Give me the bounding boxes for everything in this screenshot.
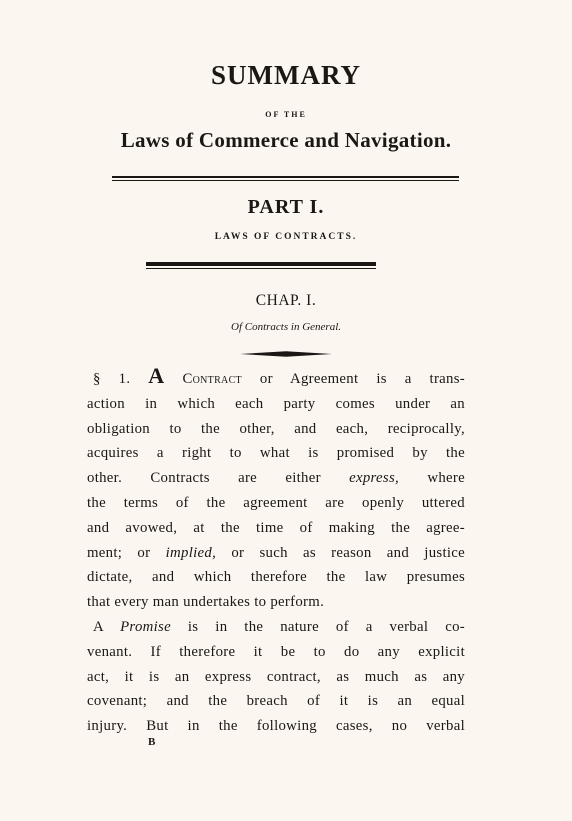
part-title: PART I. <box>247 196 325 218</box>
line-text: ment; or <box>87 544 151 561</box>
text-line: acquires a right to what is promised by the <box>87 445 465 462</box>
italic-word: Promise <box>120 618 171 635</box>
text-line: and avowed, at the time of making the agree- <box>87 519 465 536</box>
body-text <box>87 364 465 739</box>
text-line <box>87 615 465 640</box>
chapter-subtitle: Of Contracts in General. <box>231 321 341 333</box>
line-text: other. Contracts are either <box>87 470 321 487</box>
italic-word: implied, <box>165 544 217 561</box>
line-text: A <box>93 618 104 635</box>
text-line: act, it is an express contract, as much as any <box>87 668 465 685</box>
lead-word: Contract <box>182 371 242 387</box>
text-line: covenant; and the breach of it is an equal <box>87 693 465 710</box>
title-rule-thin <box>112 180 459 181</box>
paragraph-1 <box>87 364 465 615</box>
part-rule-thick <box>146 262 376 266</box>
text-line: venant. If therefore it be to do any explicit <box>87 643 465 660</box>
part-rule-thin <box>146 268 376 269</box>
line-text: or such as reason and justice <box>231 544 466 561</box>
text-line <box>87 541 465 566</box>
text-line <box>87 364 465 392</box>
signature-mark: B <box>148 736 156 748</box>
line-text: or Agreement is a trans- <box>259 371 466 387</box>
italic-word: express, <box>349 470 400 487</box>
page-title: SUMMARY <box>210 60 362 90</box>
of-the-label: OF THE <box>265 110 307 119</box>
line-text: is in the nature of a verbal co- <box>187 618 465 635</box>
text-line: injury. But in the following cases, no verbal <box>87 718 465 735</box>
text-line: that every man undertakes to perform. <box>87 594 325 611</box>
text-line: the terms of the agreement are openly uttered <box>87 494 465 511</box>
title-rule-thick <box>112 176 459 178</box>
text-line: obligation to the other, and each, reciprocally, <box>87 420 465 437</box>
ornament-divider-icon <box>236 349 336 359</box>
paragraph-2 <box>87 615 465 739</box>
part-subtitle: LAWS OF CONTRACTS. <box>214 232 358 242</box>
text-line: dictate, and which therefore the law presumes <box>87 569 465 586</box>
chapter-title: CHAP. I. <box>255 292 317 309</box>
drop-initial: A <box>148 363 165 388</box>
line-text: where <box>427 470 465 487</box>
section-mark: § 1. <box>93 371 131 387</box>
text-line <box>87 466 465 491</box>
page-subtitle: Laws of Commerce and Navigation. <box>120 128 452 152</box>
text-line: action in which each party comes under an <box>87 395 465 412</box>
